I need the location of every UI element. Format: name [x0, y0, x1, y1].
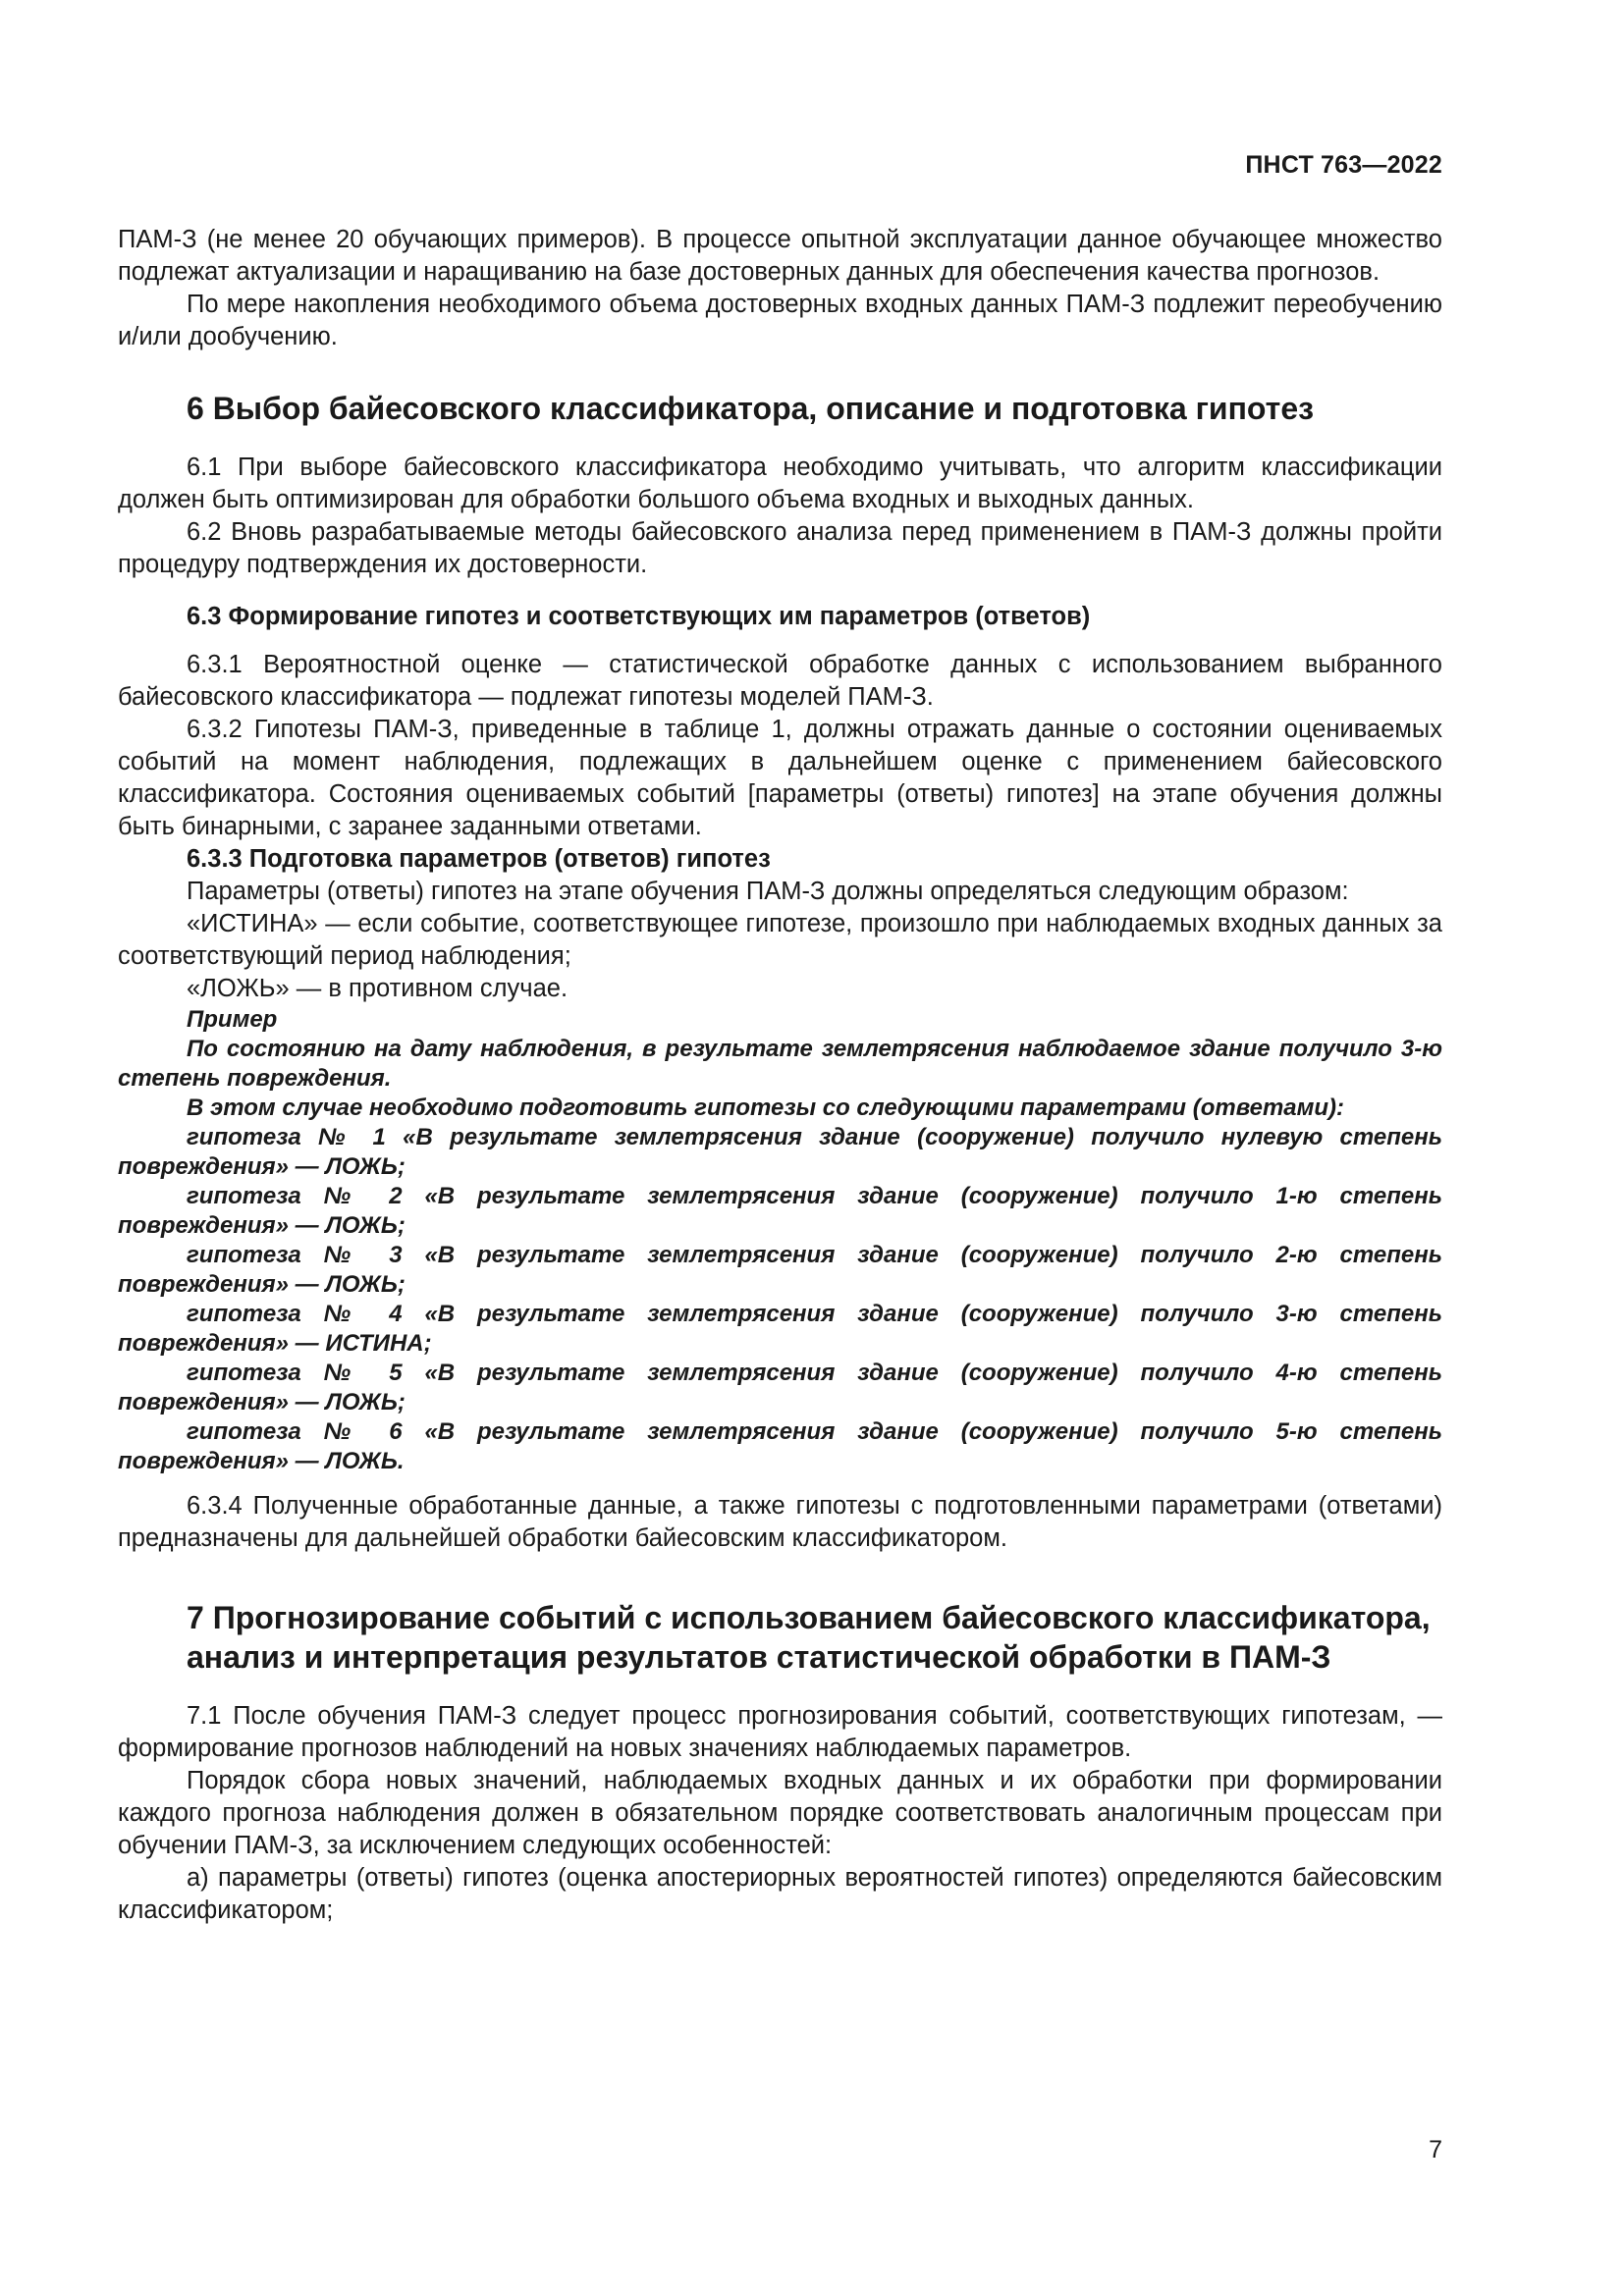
- section-6-heading: 6 Выбор байесовского классификатора, описание и подготовка гипотез: [187, 391, 1315, 426]
- paragraph-6-3-3-b: «ИСТИНА» — если событие, соответствующее гипотезе, произошло при наблюдаемых входных данных за соответствующий период наблюдения;: [118, 910, 1442, 970]
- example-title: Пример: [187, 1006, 278, 1033]
- paragraph-6-3-1: 6.3.1 Вероятностной оценке — статистической обработке данных с использованием выбранного байесовского классификатора — подлежат гипотезы моделей ПАМ-З.: [118, 651, 1442, 711]
- example-line: В этом случае необходимо подготовить гипотезы со следующими параметрами (ответами):: [187, 1095, 1345, 1121]
- intro-paragraph-1: ПАМ-З (не менее 20 обучающих примеров). В процессе опытной эксплуатации данное обучающее множество подлежат актуализации и наращиванию на базе достоверных данных для обеспечения качества прогнозов.: [118, 226, 1442, 286]
- page-content: [118, 224, 1442, 1927]
- example-line: гипотеза № 2 «В результате землетрясения здание (сооружение) получило 1-ю степень повреждения» — ЛОЖЬ;: [118, 1183, 1442, 1239]
- paragraph-6-3-3-c: «ЛОЖЬ» — в противном случае.: [187, 975, 568, 1002]
- spacer: [118, 1476, 1442, 1490]
- page-number: 7: [1429, 2136, 1442, 2163]
- paragraph-7-2: Порядок сбора новых значений, наблюдаемых входных данных и их обработки при формировании каждого прогноза наблюдения должен в обязательном порядке соответствовать аналогичным процессам при обучении ПАМ-З, за исключением следующих особенностей:: [118, 1767, 1442, 1859]
- example-line: гипотеза № 3 «В результате землетрясения здание (сооружение) получило 2-ю степень повреждения» — ЛОЖЬ;: [118, 1242, 1442, 1298]
- section-7-heading: 7 Прогнозирование событий с использованием байесовского классификатора, анализ и интерпретация результатов статистической обработки в ПАМ-З: [187, 1600, 1431, 1675]
- intro-paragraph-2: По мере накопления необходимого объема достоверных входных данных ПАМ-З подлежит переобучению и/или дообучению.: [118, 291, 1442, 350]
- paragraph-6-1: 6.1 При выборе байесовского классификатора необходимо учитывать, что алгоритм классификации должен быть оптимизирован для обработки большого объема входных и выходных данных.: [118, 454, 1442, 513]
- paragraph-7-a: а) параметры (ответы) гипотез (оценка апостериорных вероятностей гипотез) определяются байесовским классификатором;: [118, 1864, 1442, 1924]
- example-line: гипотеза № 5 «В результате землетрясения здание (сооружение) получило 4-ю степень повреждения» — ЛОЖЬ;: [118, 1360, 1442, 1415]
- paragraph-7-1: 7.1 После обучения ПАМ-З следует процесс прогнозирования событий, соответствующих гипотезам, — формирование прогнозов наблюдений на новых значениях наблюдаемых параметров.: [118, 1702, 1442, 1762]
- example-block: [118, 1005, 1442, 1476]
- paragraph-6-3-2: 6.3.2 Гипотезы ПАМ-З, приведенные в таблице 1, должны отражать данные о состоянии оцениваемых событий на момент наблюдения, подлежащих в дальнейшем оценке с применением байесовского классификатора. Состояния оцениваемых событий [параметры (ответы) гипотез] на этапе обучения должны быть бинарными, с заранее заданными ответами.: [118, 716, 1442, 840]
- example-line: гипотеза № 6 «В результате землетрясения здание (сооружение) получило 5-ю степень повреждения» — ЛОЖЬ.: [118, 1418, 1442, 1474]
- document-id-header: ПНСТ 763—2022: [1245, 151, 1442, 179]
- paragraph-6-3-3-a: Параметры (ответы) гипотез на этапе обучения ПАМ-З должны определяться следующим образом:: [187, 878, 1349, 905]
- paragraph-6-2: 6.2 Вновь разрабатываемые методы байесовского анализа перед применением в ПАМ-З должны пройти процедуру подтверждения их достоверности.: [118, 518, 1442, 578]
- example-line: По состоянию на дату наблюдения, в результате землетрясения наблюдаемое здание получило 3-ю степень повреждения.: [118, 1036, 1442, 1092]
- example-line: гипотеза № 1 «В результате землетрясения здание (сооружение) получило нулевую степень повреждения» — ЛОЖЬ;: [118, 1124, 1442, 1180]
- paragraph-6-3-4: 6.3.4 Полученные обработанные данные, а также гипотезы с подготовленными параметрами (ответами) предназначены для дальнейшей обработки байесовским классификатором.: [118, 1492, 1442, 1552]
- subsection-6-3-3-heading: 6.3.3 Подготовка параметров (ответов) гипотез: [187, 845, 771, 873]
- subsection-6-3-heading: 6.3 Формирование гипотез и соответствующих им параметров (ответов): [187, 603, 1091, 630]
- example-line: гипотеза № 4 «В результате землетрясения здание (сооружение) получило 3-ю степень повреждения» — ИСТИНА;: [118, 1301, 1442, 1357]
